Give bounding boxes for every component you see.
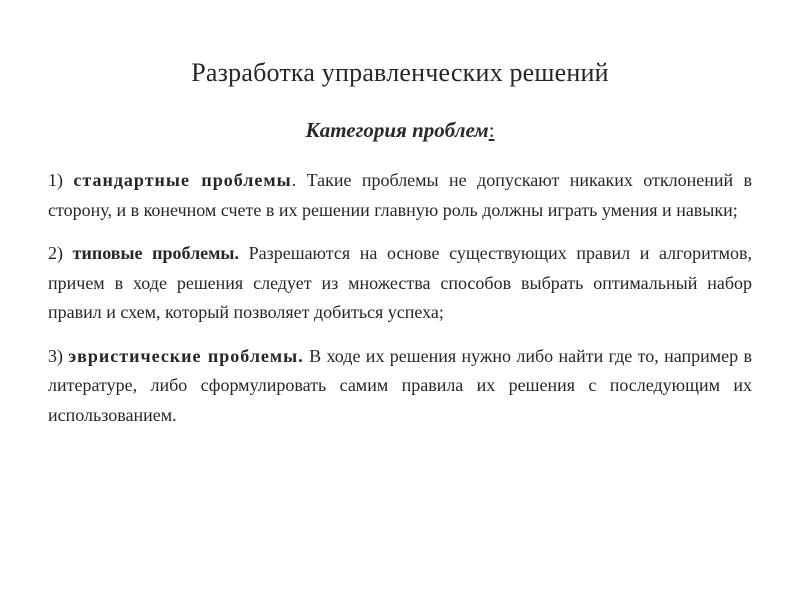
- problem-list: [48, 166, 752, 444]
- subtitle-colon: :: [488, 118, 495, 142]
- item-number: 2): [48, 243, 63, 263]
- item-number: 3): [48, 345, 63, 366]
- item-number: 1): [48, 170, 63, 190]
- item-term-end: .: [291, 170, 297, 190]
- list-item-standard: [48, 166, 752, 225]
- item-term: стандартные проблемы: [73, 170, 292, 190]
- item-term: эвристические проблемы.: [68, 345, 304, 366]
- item-body: Разрешаются на основе существующих правил и алгоритмов, причем в ходе решения следует из множества способов выбрать оптимальный набор правил и схем, который позволяет добиться успеха;: [48, 243, 752, 322]
- slide-title: Разработка управленческих решений: [191, 58, 609, 87]
- list-item-typical: [48, 239, 752, 328]
- item-body: Такие проблемы не допускают никаких отклонений в сторону, и в конечном счете в их решении главную роль должны играть умения и навыки;: [48, 170, 752, 220]
- subtitle-text: Категория проблем: [305, 118, 489, 142]
- slide-subtitle: [0, 116, 800, 144]
- list-item-heuristic: [48, 342, 752, 431]
- item-term: типовые проблемы.: [72, 243, 239, 263]
- item-body: В ходе их решения нужно либо найти где то, например в литературе, либо сформулировать самим правила их решения с последующим их использованием.: [48, 345, 753, 425]
